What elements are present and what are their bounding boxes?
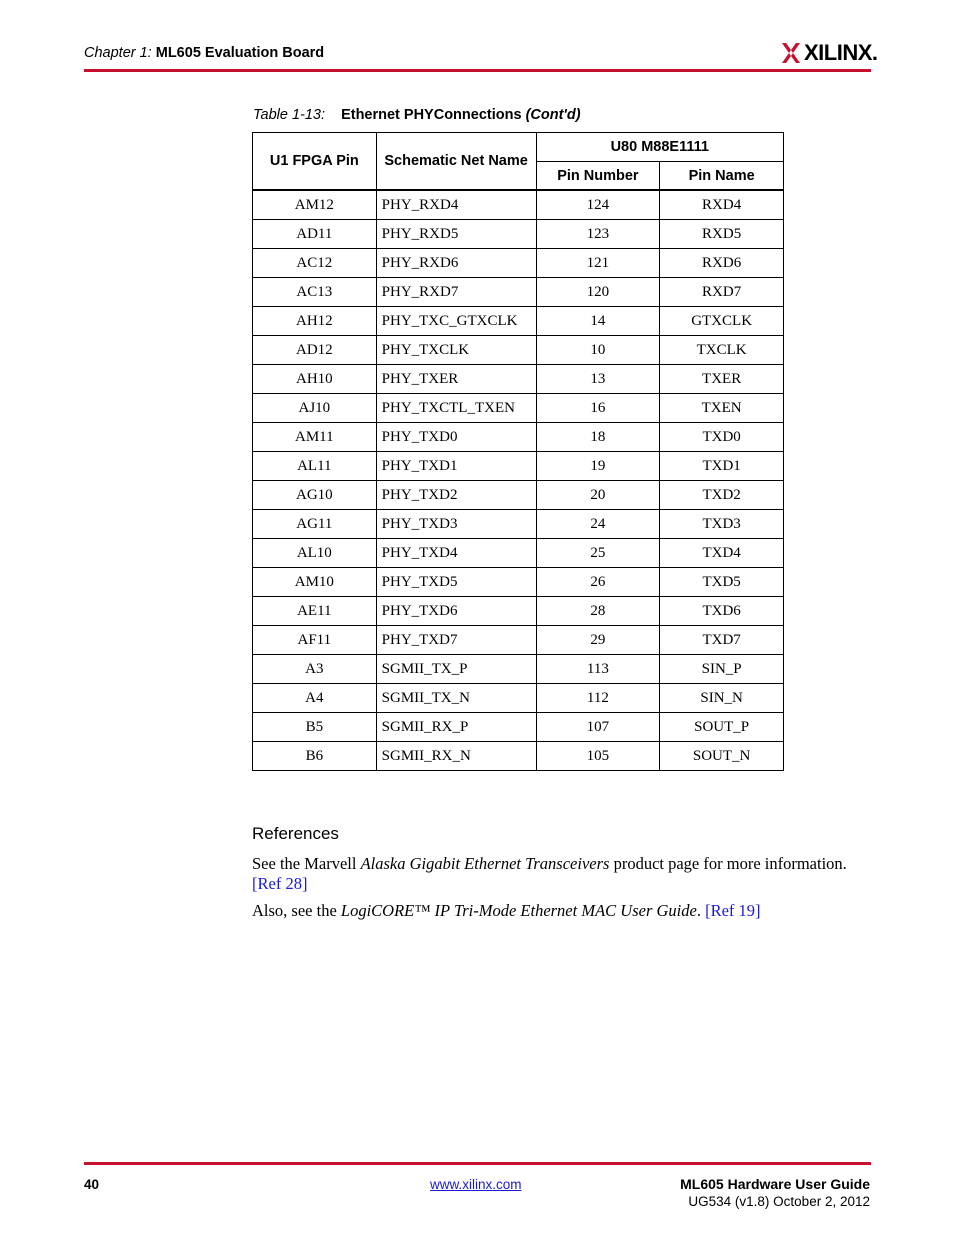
cell-pin-name: TXD0 [660,423,784,452]
cell-net-name: PHY_RXD7 [376,278,536,307]
table-row [253,626,784,655]
cell-net-name: SGMII_TX_N [376,684,536,713]
chapter-label: Chapter 1: [84,45,152,61]
p2-text-after: . [696,901,706,920]
cell-pin-number: 107 [536,713,660,742]
table-row [253,655,784,684]
cell-fpga-pin: AM11 [253,423,377,452]
cell-fpga-pin: AD12 [253,336,377,365]
table-row [253,220,784,249]
cell-pin-name: TXD6 [660,597,784,626]
cell-net-name: PHY_TXCLK [376,336,536,365]
cell-pin-number: 16 [536,394,660,423]
cell-net-name: PHY_TXD6 [376,597,536,626]
cell-pin-name: TXEN [660,394,784,423]
cell-pin-number: 29 [536,626,660,655]
cell-pin-name: SIN_N [660,684,784,713]
cell-fpga-pin: AJ10 [253,394,377,423]
p1-text-after: product page for more information. [609,854,847,873]
cell-pin-number: 13 [536,365,660,394]
header-net-name: Schematic Net Name [376,133,536,191]
cell-pin-name: TXD3 [660,510,784,539]
cell-pin-name: TXCLK [660,336,784,365]
cell-fpga-pin: AM10 [253,568,377,597]
cell-pin-name: TXD1 [660,452,784,481]
table-body [253,190,784,771]
cell-fpga-pin: AH12 [253,307,377,336]
cell-fpga-pin: AC13 [253,278,377,307]
caption-title: Ethernet PHYConnections [341,107,522,123]
cell-pin-number: 123 [536,220,660,249]
table-row [253,190,784,220]
cell-pin-number: 24 [536,510,660,539]
footer-guide-title: ML605 Hardware User Guide [680,1176,870,1192]
table-row [253,365,784,394]
cell-pin-number: 19 [536,452,660,481]
table-row [253,278,784,307]
cell-net-name: PHY_TXD4 [376,539,536,568]
header-device-group: U80 M88E1111 [536,133,783,162]
xilinx-mark-icon [782,43,800,63]
table-row [253,336,784,365]
cell-fpga-pin: AG11 [253,510,377,539]
cell-pin-name: RXD6 [660,249,784,278]
cell-fpga-pin: AD11 [253,220,377,249]
table-row [253,481,784,510]
cell-pin-name: SIN_P [660,655,784,684]
cell-pin-number: 25 [536,539,660,568]
cell-net-name: PHY_RXD5 [376,220,536,249]
caption-number: Table 1-13: [253,107,326,123]
p2-text-before: Also, see the [252,901,341,920]
chapter-title: ML605 Evaluation Board [155,45,325,61]
page-number: 40 [84,1177,100,1192]
table-row [253,510,784,539]
footer-rule [84,1162,871,1165]
table-row [253,539,784,568]
header-pin-name: Pin Name [660,162,784,191]
cell-fpga-pin: A4 [253,684,377,713]
caption-continued: (Cont'd) [525,107,581,123]
table-row [253,423,784,452]
cell-net-name: PHY_TXER [376,365,536,394]
table-row [253,452,784,481]
cell-pin-name: RXD4 [660,190,784,220]
cell-pin-number: 112 [536,684,660,713]
table-row [253,307,784,336]
cell-net-name: PHY_TXCTL_TXEN [376,394,536,423]
ref-28-link[interactable]: [Ref 28] [252,874,308,893]
cell-pin-number: 105 [536,742,660,771]
cell-pin-name: TXD7 [660,626,784,655]
cell-pin-name: TXD4 [660,539,784,568]
cell-net-name: PHY_TXD5 [376,568,536,597]
ref-19-link[interactable]: [Ref 19] [705,901,761,920]
cell-pin-name: RXD5 [660,220,784,249]
cell-fpga-pin: AG10 [253,481,377,510]
cell-pin-number: 28 [536,597,660,626]
table-row [253,394,784,423]
ethernet-phy-table [252,132,784,771]
table-row [253,684,784,713]
table-row [253,742,784,771]
cell-fpga-pin: B5 [253,713,377,742]
cell-pin-name: GTXCLK [660,307,784,336]
table-row [253,597,784,626]
cell-pin-name: SOUT_N [660,742,784,771]
cell-pin-number: 121 [536,249,660,278]
p1-text-before: See the Marvell [252,854,361,873]
footer-url-link[interactable]: www.xilinx.com [430,1177,522,1192]
header-pin-number: Pin Number [536,162,660,191]
cell-pin-name: TXD2 [660,481,784,510]
cell-fpga-pin: AH10 [253,365,377,394]
cell-pin-name: TXER [660,365,784,394]
cell-net-name: PHY_RXD4 [376,190,536,220]
cell-pin-number: 120 [536,278,660,307]
cell-fpga-pin: AM12 [253,190,377,220]
cell-fpga-pin: B6 [253,742,377,771]
logo-wordmark: XILINX. [804,40,878,65]
cell-net-name: SGMII_RX_P [376,713,536,742]
references-paragraph-2 [252,901,862,921]
cell-pin-name: TXD5 [660,568,784,597]
running-header [84,45,324,61]
p1-product-title: Alaska Gigabit Ethernet Transceivers [360,854,610,873]
cell-net-name: PHY_TXD0 [376,423,536,452]
cell-fpga-pin: AL11 [253,452,377,481]
cell-pin-number: 18 [536,423,660,452]
table-row [253,713,784,742]
cell-pin-number: 124 [536,190,660,220]
cell-pin-number: 113 [536,655,660,684]
cell-pin-number: 14 [536,307,660,336]
cell-net-name: PHY_TXD2 [376,481,536,510]
table-row [253,249,784,278]
cell-net-name: PHY_TXD3 [376,510,536,539]
table-caption [253,107,581,123]
cell-pin-number: 26 [536,568,660,597]
cell-net-name: PHY_TXD7 [376,626,536,655]
cell-fpga-pin: AF11 [253,626,377,655]
cell-fpga-pin: AC12 [253,249,377,278]
xilinx-logo [782,38,878,68]
cell-pin-number: 20 [536,481,660,510]
cell-net-name: PHY_RXD6 [376,249,536,278]
cell-fpga-pin: AL10 [253,539,377,568]
references-heading: References [252,824,339,843]
header-fpga-pin: U1 FPGA Pin [253,133,377,191]
cell-net-name: SGMII_TX_P [376,655,536,684]
cell-pin-number: 10 [536,336,660,365]
references-paragraph-1 [252,854,862,894]
cell-net-name: PHY_TXD1 [376,452,536,481]
cell-fpga-pin: AE11 [253,597,377,626]
p2-guide-title: LogiCORE™ IP Tri-Mode Ethernet MAC User Guide [340,901,697,920]
cell-fpga-pin: A3 [253,655,377,684]
cell-net-name: PHY_TXC_GTXCLK [376,307,536,336]
header-rule [84,69,871,72]
cell-pin-name: SOUT_P [660,713,784,742]
table-row [253,568,784,597]
cell-net-name: SGMII_RX_N [376,742,536,771]
cell-pin-name: RXD7 [660,278,784,307]
footer-version: UG534 (v1.8) October 2, 2012 [688,1194,870,1209]
